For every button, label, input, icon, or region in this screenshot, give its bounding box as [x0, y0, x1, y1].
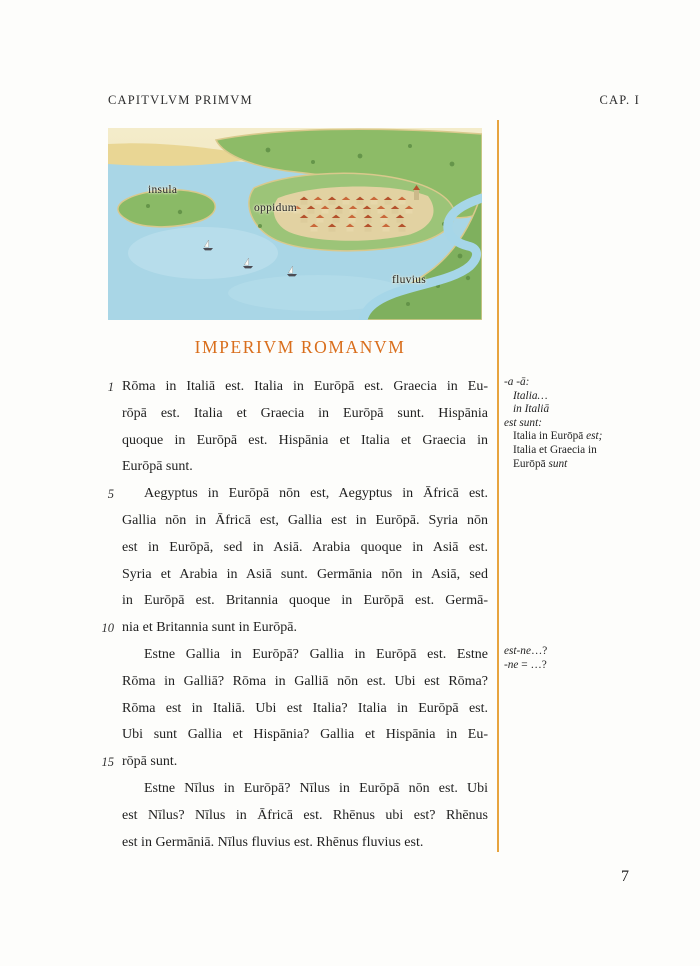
margin-note-2	[504, 645, 672, 672]
text-line	[122, 776, 488, 803]
text-line	[107, 481, 488, 508]
label-oppidum: oppidum	[254, 202, 297, 214]
text-line	[122, 696, 488, 723]
line-number: 15	[101, 755, 114, 770]
margin-note-segment: Italia…	[513, 389, 548, 402]
text-line-content: est in Germāniā. Nīlus fluvius est. Rhēnus fluvius est.	[122, 834, 424, 850]
text-line	[122, 722, 488, 749]
margin-note-line	[504, 458, 672, 472]
margin-note-segment: sunt	[548, 457, 568, 470]
map-illustration	[108, 128, 482, 320]
line-number: 10	[101, 621, 114, 636]
line-number: 5	[107, 487, 114, 502]
margin-note-segment: Eurōpā	[513, 457, 549, 470]
text-line-content: Rōma in Galliā? Rōma in Galliā nōn est. Ubi est Rōma?	[122, 673, 488, 689]
text-line-content: Rōma in Italiā est. Italia in Eurōpā est. Graecia in Eu-	[122, 379, 488, 394]
page-number: 7	[621, 868, 629, 885]
text-line-content: Ubi sunt Gallia et Hispānia? Gallia et Hispānia in Eu-	[122, 727, 488, 743]
label-fluvius: fluvius	[392, 274, 427, 286]
margin-note-line	[504, 417, 672, 431]
header-chapter-abbrev: CAP. I	[599, 93, 640, 107]
margin-note-segment: Italia in Eurōpā	[513, 430, 587, 443]
margin-note-line	[504, 376, 672, 390]
text-line-content: rōpā sunt.	[122, 754, 178, 770]
text-line-content: Gallia nōn in Āfricā est, Gallia est in Eurōpā. Syria nōn	[122, 512, 488, 528]
text-line	[101, 615, 488, 642]
header-chapter-title: CAPITVLVM PRIMVM	[108, 93, 253, 107]
margin-note-1	[504, 376, 672, 471]
text-line-content: in Eurōpā est. Britannia quoque in Eurōpā est. Germā-	[122, 593, 488, 609]
text-line-content: rōpā est. Italia et Graecia in Eurōpā sunt. Hispānia	[122, 405, 488, 421]
label-insula: insula	[148, 184, 178, 196]
text-line-content: Syria et Arabia in Asiā sunt. Germānia nōn in Asiā, sed	[122, 566, 488, 582]
text-line	[122, 401, 488, 428]
text-line-content: Aegyptus in Eurōpā nōn est, Aegyptus in Āfricā est.	[144, 486, 488, 502]
text-line	[122, 428, 488, 455]
text-line	[101, 749, 488, 776]
text-line	[122, 669, 488, 696]
text-line	[107, 374, 488, 401]
text-line	[122, 508, 488, 535]
body-text	[101, 374, 488, 856]
text-line-content: Estne Nīlus in Eurōpā? Nīlus in Eurōpā nōn est. Ubi	[144, 780, 488, 796]
margin-note-segment: est-ne	[504, 645, 531, 657]
map-art	[108, 128, 482, 320]
margin-note-line	[504, 430, 672, 444]
text-line	[122, 803, 488, 830]
margin-note-segment: -ne	[504, 658, 519, 671]
margin-note-segment: est;	[586, 430, 603, 443]
text-line	[122, 562, 488, 589]
text-line	[122, 454, 488, 481]
margin-note-segment: = …?	[518, 658, 547, 671]
running-header	[108, 93, 640, 108]
line-number: 1	[107, 380, 114, 394]
margin-note-segment: in Italiā	[513, 403, 550, 416]
margin-note-line	[504, 403, 672, 417]
text-line-content: Estne Gallia in Eurōpā? Gallia in Eurōpā est. Estne	[144, 646, 488, 662]
margin-note-line	[504, 444, 672, 458]
text-line-content: est in Eurōpā, sed in Asiā. Arabia quoque in Asiā est.	[122, 539, 488, 555]
margin-note-line	[504, 645, 672, 659]
chapter-title: IMPERIVM ROMANVM	[194, 337, 406, 357]
margin-rule	[497, 120, 499, 852]
margin-note-segment: …?	[530, 645, 548, 657]
text-line-content: est Nīlus? Nīlus in Āfricā est. Rhēnus ubi est? Rhēnus	[122, 807, 488, 823]
text-line-content: Rōma est in Italiā. Ubi est Italia? Italia in Eurōpā est.	[122, 700, 488, 716]
text-line-content: Eurōpā sunt.	[122, 459, 193, 475]
text-line-content: nia et Britannia sunt in Eurōpā.	[122, 620, 297, 636]
text-line	[122, 830, 488, 857]
margin-note-segment: est sunt:	[504, 416, 542, 429]
margin-note-line	[504, 390, 672, 404]
margin-note-segment: -a -ā:	[504, 376, 530, 388]
margin-note-line	[504, 659, 672, 673]
text-line	[122, 535, 488, 562]
text-line	[122, 588, 488, 615]
text-line-content: quoque in Eurōpā est. Hispānia et Italia et Graecia in	[122, 432, 488, 448]
margin-note-segment: Italia et Graecia in	[513, 443, 597, 456]
text-line	[122, 642, 488, 669]
